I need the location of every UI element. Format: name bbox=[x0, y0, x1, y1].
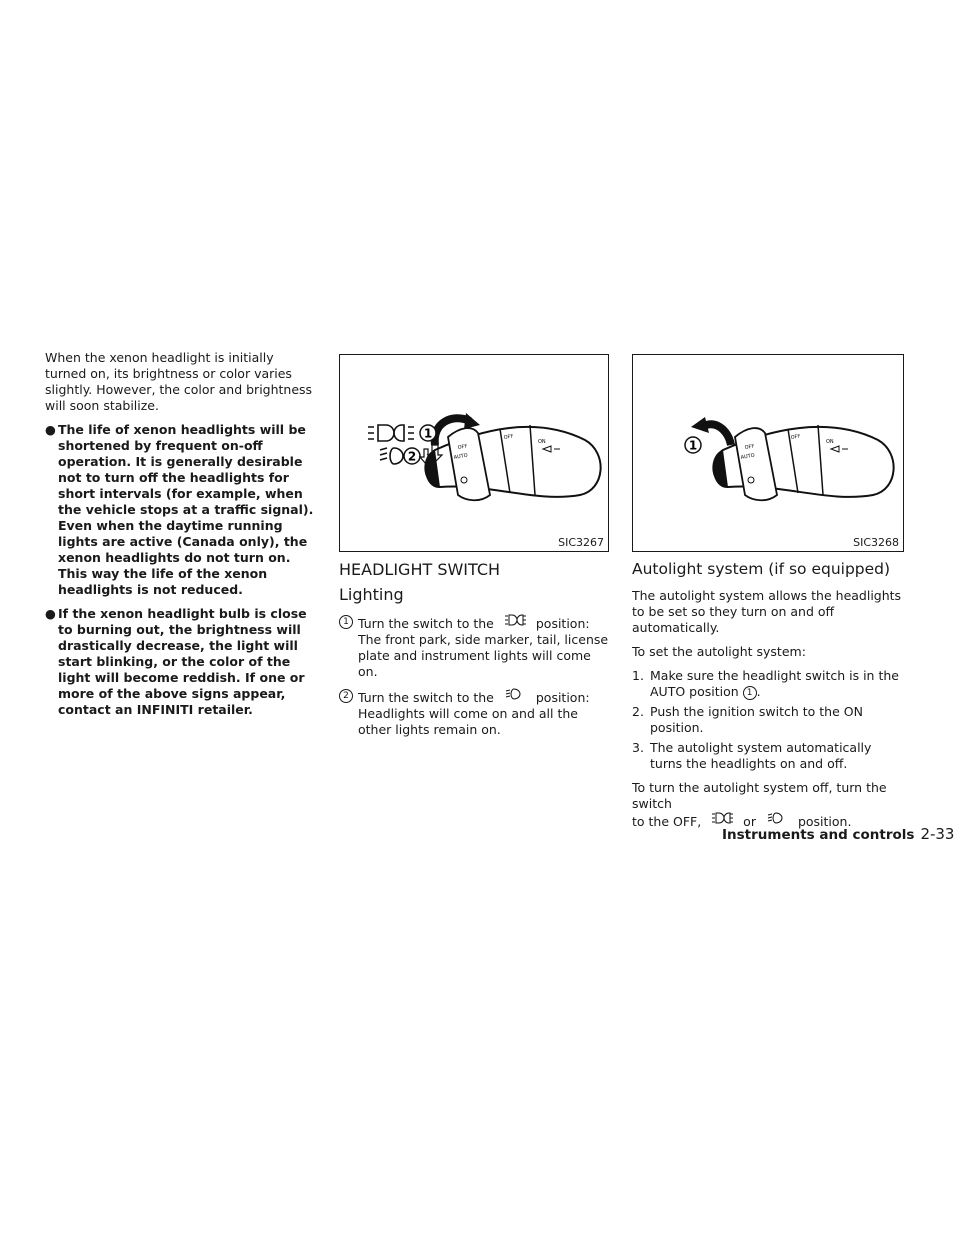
right-column bbox=[632, 354, 904, 830]
section-heading: Autolight system (if so equipped) bbox=[632, 560, 891, 578]
middle-column bbox=[339, 354, 609, 746]
parking-lights-icon bbox=[504, 614, 526, 626]
step-number: 1. bbox=[632, 668, 644, 683]
callout-1 bbox=[685, 437, 701, 453]
svg-text:1: 1 bbox=[688, 438, 698, 453]
lighting-item bbox=[339, 614, 609, 680]
svg-text:2: 2 bbox=[407, 449, 417, 464]
item-tail-text: position: bbox=[535, 616, 590, 631]
step-text: The autolight system automatically turns the headlights on and off. bbox=[650, 740, 872, 771]
switch-label: OFF bbox=[790, 433, 801, 441]
headlight-switch-figure bbox=[339, 354, 609, 552]
bullet-icon: ● bbox=[45, 606, 56, 621]
page-number: 2-33 bbox=[920, 825, 955, 843]
left-column bbox=[45, 350, 317, 726]
switch-label: ON bbox=[826, 439, 834, 445]
step-text: Push the ignition switch to the ON position. bbox=[650, 704, 863, 735]
figure-code: SIC3268 bbox=[853, 536, 899, 549]
list-item bbox=[632, 704, 904, 736]
item-description: The front park, side marker, tail, license plate and instrument lights will come on. bbox=[358, 632, 609, 679]
switch-label: OFF bbox=[503, 433, 514, 441]
step-number: 3. bbox=[632, 740, 644, 755]
figure-code: SIC3267 bbox=[558, 536, 604, 549]
autolight-intro-text: The autolight system allows the headlights to be set so they turn on and off automatically. bbox=[632, 588, 902, 635]
parking-lights-icon bbox=[711, 812, 733, 824]
list-item: 1. Make sure the headlight switch is in the AUTO position 1 . bbox=[632, 668, 899, 699]
headlight-icon bbox=[766, 812, 788, 824]
lighting-item bbox=[339, 688, 609, 738]
subsection-heading: Lighting bbox=[339, 585, 404, 604]
autolight-stalk-illustration bbox=[633, 355, 905, 553]
setup-steps-list bbox=[632, 668, 904, 772]
switch-label: AUTO bbox=[740, 452, 756, 461]
autolight-off-text: To turn the autolight system off, turn the switch to the OFF, or position. bbox=[632, 780, 887, 829]
headlight-icon bbox=[504, 688, 526, 700]
section-heading: HEADLIGHT SWITCH bbox=[339, 560, 501, 579]
xenon-intro-text: When the xenon headlight is initially turned on, its brightness or color varies slightly. However, the color and brightness will soon stabilize. bbox=[45, 350, 313, 413]
switch-label: OFF bbox=[457, 443, 468, 451]
page-footer bbox=[722, 825, 955, 843]
switch-label: ON bbox=[538, 439, 546, 445]
item-lead-text: Turn the switch to the bbox=[358, 690, 494, 705]
svg-text:1: 1 bbox=[423, 426, 433, 441]
bullet-text: If the xenon headlight bulb is close to burning out, the brightness will drastically decrease, the light will start blinking, or the color of the light will become reddish. If one or more of the above signs appear, contact an INFINITI retailer. bbox=[58, 606, 307, 717]
autolight-figure bbox=[632, 354, 904, 552]
list-item bbox=[632, 740, 904, 772]
switch-label: OFF bbox=[744, 443, 755, 451]
step-number-badge: 1 bbox=[339, 615, 353, 629]
step-text: Make sure the headlight switch is in the AUTO position bbox=[650, 668, 899, 699]
callout-1 bbox=[420, 425, 436, 441]
callout-2 bbox=[404, 448, 420, 464]
bullet-item bbox=[45, 606, 317, 718]
item-lead-text: Turn the switch to the bbox=[358, 616, 494, 631]
setup-lead-text: To set the autolight system: bbox=[632, 644, 806, 659]
bullet-item bbox=[45, 422, 317, 598]
headlight-icon bbox=[380, 448, 403, 464]
bullet-text: The life of xenon headlights will be shortened by frequent on-off operation. It is generally desirable not to turn off the headlights for short intervals (for example, when the vehicle stops at a traffic signal). Even when the daytime running lights are active (Canada only), the xenon headlights do not turn on. This way the life of the xenon headlights is not reduced. bbox=[58, 422, 314, 597]
section-name: Instruments and controls bbox=[722, 827, 915, 843]
step-number: 2. bbox=[632, 704, 644, 719]
parking-lights-icon bbox=[368, 425, 414, 441]
switch-label: AUTO bbox=[453, 452, 469, 461]
item-description: Headlights will come on and all the other lights remain on. bbox=[358, 706, 578, 737]
step-number-badge: 2 bbox=[339, 689, 353, 703]
item-tail-text: position: bbox=[535, 690, 590, 705]
bullet-icon: ● bbox=[45, 422, 56, 437]
headlight-stalk-illustration bbox=[340, 355, 610, 553]
position-ref-badge: 1 bbox=[743, 686, 757, 700]
